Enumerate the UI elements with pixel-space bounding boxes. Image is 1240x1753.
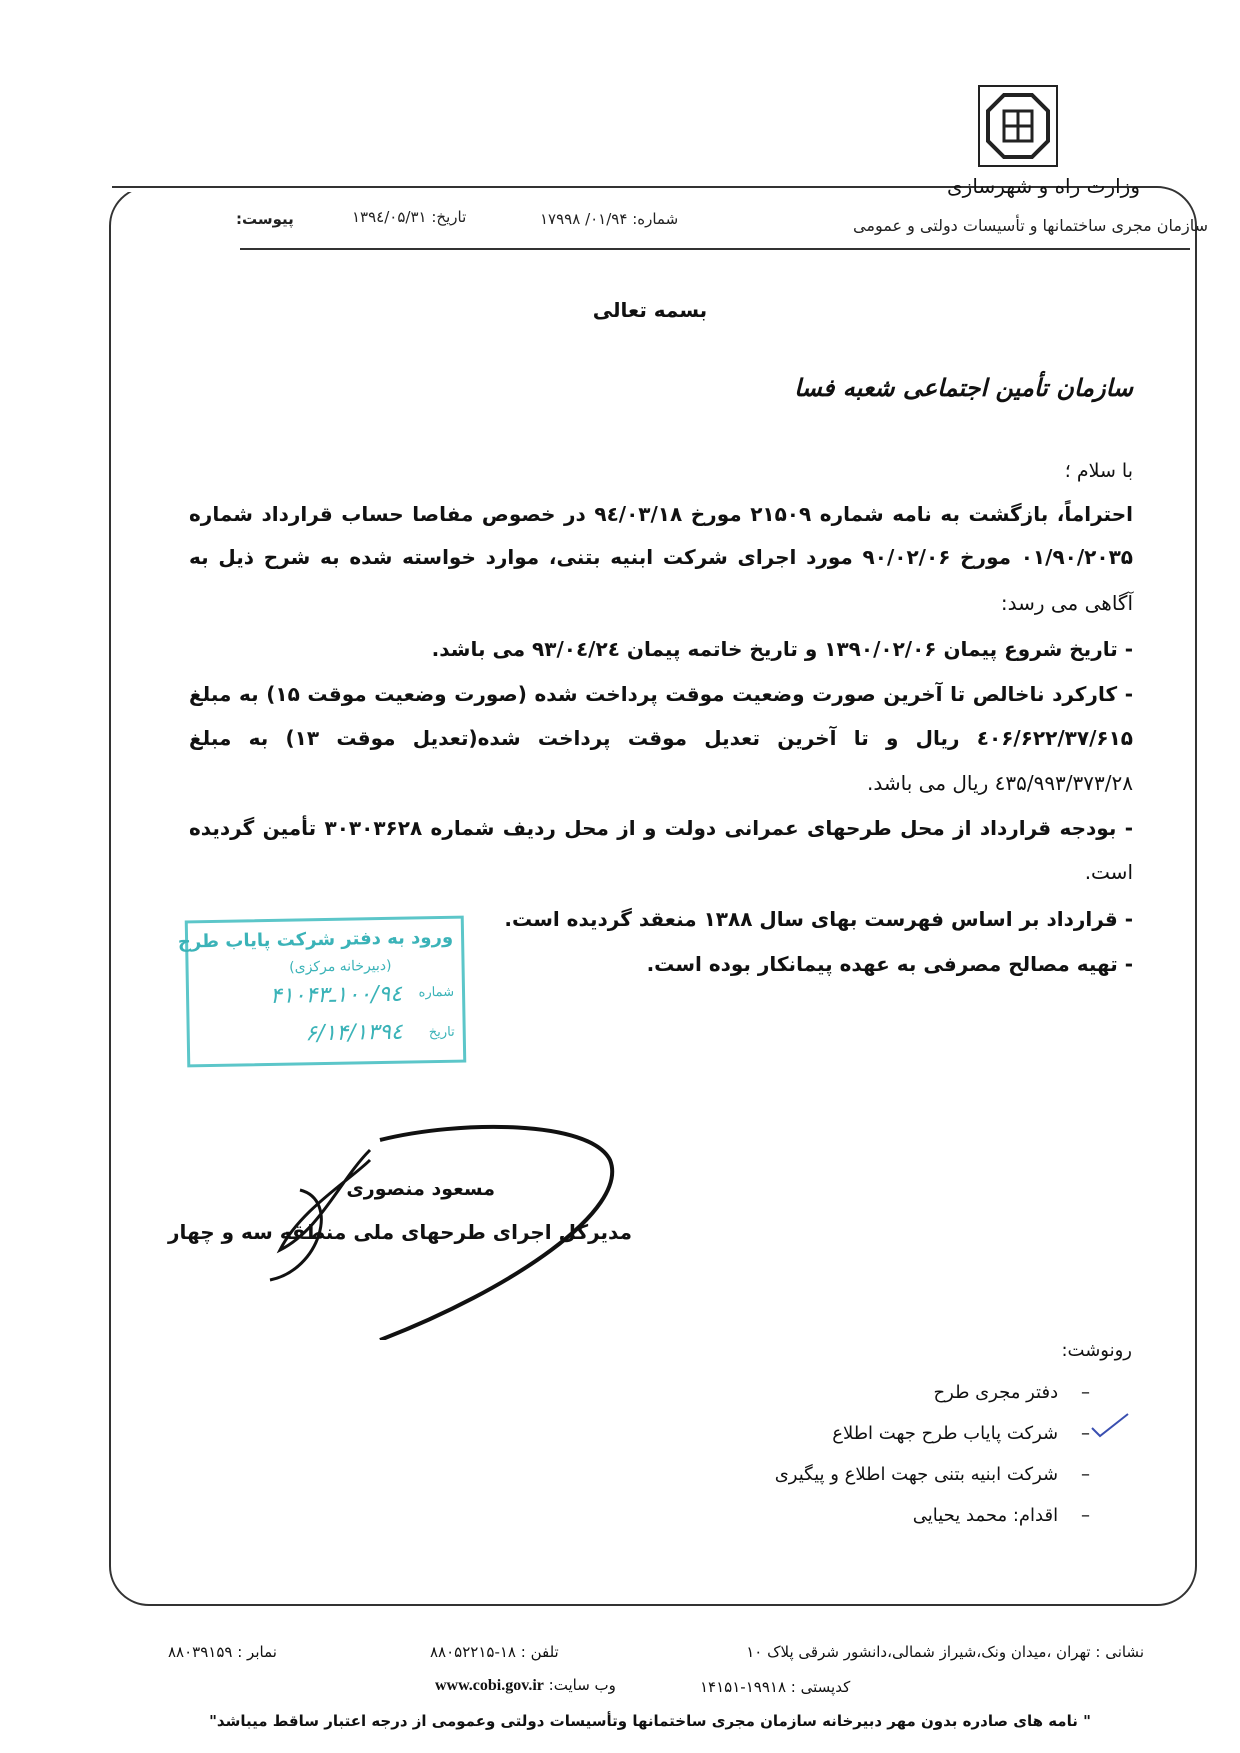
copy-item: – اقدام: محمد یحیایی — [912, 1505, 1090, 1526]
organization-name: سازمان مجری ساختمانها و تأسیسات دولتی و عمومی — [853, 216, 1208, 235]
footer-phone: تلفن : ۱۸-۸۸۰۵۲۲۱۵ — [430, 1643, 559, 1661]
attachment-label: پیوست: — [236, 210, 294, 228]
body-line: - بودجه قرارداد از محل طرحهای عمرانی دولت و از محل ردیف شماره ۳۰۳۰۳۶۲۸ تأمین گردیده — [189, 816, 1133, 840]
body-line: آگاهی می رسد: — [1000, 591, 1133, 615]
copy-item: – شرکت پایاب طرح جهت اطلاع — [832, 1423, 1090, 1444]
ministry-name: وزارت راه و شهرسازی — [947, 174, 1140, 198]
footer-address: نشانی : تهران ،میدان ونک،شیراز شمالی،دانشور شرقی پلاک ۱۰ — [746, 1643, 1144, 1661]
stamp-date-label: تاریخ — [428, 1024, 455, 1041]
body-line: - کارکرد ناخالص تا آخرین صورت وضعیت موقت پرداخت شده (صورت وضعیت موقت ۱۵) به مبلغ — [189, 682, 1133, 706]
copy-text: دفتر مجری طرح — [933, 1382, 1059, 1403]
stamp-number: ۱۰۰/۹٤ـ۴۱۰۴۳ — [269, 981, 403, 1009]
footer-postal: کدپستی : ۱۹۹۱۸-۱۴۱۵۱ — [700, 1678, 851, 1696]
letter-date — [352, 208, 466, 226]
body-line: - قرارداد بر اساس فهرست بهای سال ۱۳۸۸ منعقد گردیده است. — [504, 907, 1133, 931]
stamp-number-label: شماره — [418, 984, 455, 1001]
copy-text: شرکت پایاب طرح جهت اطلاع — [832, 1423, 1059, 1444]
body-line: - تاریخ شروع پیمان ۱۳۹۰/۰۲/۰۶ و تاریخ خاتمه پیمان ۹۳/۰٤/۲٤ می باشد. — [431, 637, 1133, 661]
ministry-logo — [978, 85, 1058, 167]
letter-number — [540, 210, 678, 228]
copy-text: شرکت ابنیه بتنی جهت اطلاع و پیگیری — [774, 1464, 1059, 1485]
copy-text: اقدام: محمد یحیایی — [912, 1505, 1059, 1526]
stamp-subtitle: (دبیرخانه مرکزی) — [289, 957, 392, 976]
recipient: سازمان تأمین اجتماعی شعبه فسا — [794, 374, 1133, 402]
date-value: ۱۳۹٤/۰۵/۳۱ — [352, 208, 427, 226]
body-line: احتراماً، بازگشت به نامه شماره ۲۱۵۰۹ مورخ ۹٤/۰۳/۱۸ در خصوص مفاصا حساب قرارداد شماره — [189, 502, 1133, 526]
invocation: بسمه تعالی — [592, 298, 708, 322]
body-line: ۳۷/۶۱۵/٤۰۶/۶۲۲ ریال و تا آخرین تعدیل موقت پرداخت شده(تعدیل موقت ۱۳) به مبلغ — [189, 726, 1133, 750]
number-value: ۰۱/۹۴/ ۱۷۹۹۸ — [540, 210, 628, 228]
footer-fax: نمابر : ۸۸۰۳۹۱۵۹ — [168, 1643, 277, 1661]
website-label: وب سایت: — [548, 1676, 616, 1694]
stamp-date: ۱۳۹٤/۶/۱۴ — [304, 1019, 403, 1047]
greeting: با سلام ؛ — [1064, 460, 1133, 482]
body-line: - تهیه مصالح مصرفی به عهده پیمانکار بوده است. — [646, 952, 1133, 976]
footer-notice: " نامه های صادره بدون مهر دبیرخانه سازمان مجری ساختمانها وتأسیسات دولتی وعمومی از درجه اعتبار ساقط میباشد" — [209, 1712, 1091, 1730]
received-stamp — [177, 916, 467, 1068]
signer-title: مدیرکل اجرای طرحهای ملی منطقه سه و چهار — [168, 1220, 632, 1244]
body-line: ۲۸/٤۳۵/۹۹۳/۳۷۳ ریال می باشد. — [867, 771, 1133, 795]
body-line: است. — [1084, 860, 1133, 884]
number-label: شماره: — [632, 210, 679, 228]
stamp-title: ورود به دفتر شرکت پایاب طرح — [177, 926, 454, 953]
body-line: ۰۱/۹۰/۲۰۳۵ مورخ ۹۰/۰۲/۰۶ مورد اجرای شرکت ابنیه بتنی، موارد خواسته شده به شرح ذیل به — [189, 545, 1133, 569]
copies-label: رونوشت: — [1061, 1340, 1132, 1361]
signer-name: مسعود منصوری — [346, 1178, 495, 1200]
copy-item: – شرکت ابنیه بتنی جهت اطلاع و پیگیری — [774, 1464, 1090, 1485]
website-link[interactable]: www.cobi.gov.ir — [435, 1677, 544, 1694]
checkmark-icon — [1090, 1410, 1130, 1440]
date-label: تاریخ: — [431, 208, 467, 226]
footer-website — [435, 1676, 616, 1695]
copy-item: – دفتر مجری طرح — [933, 1382, 1090, 1403]
